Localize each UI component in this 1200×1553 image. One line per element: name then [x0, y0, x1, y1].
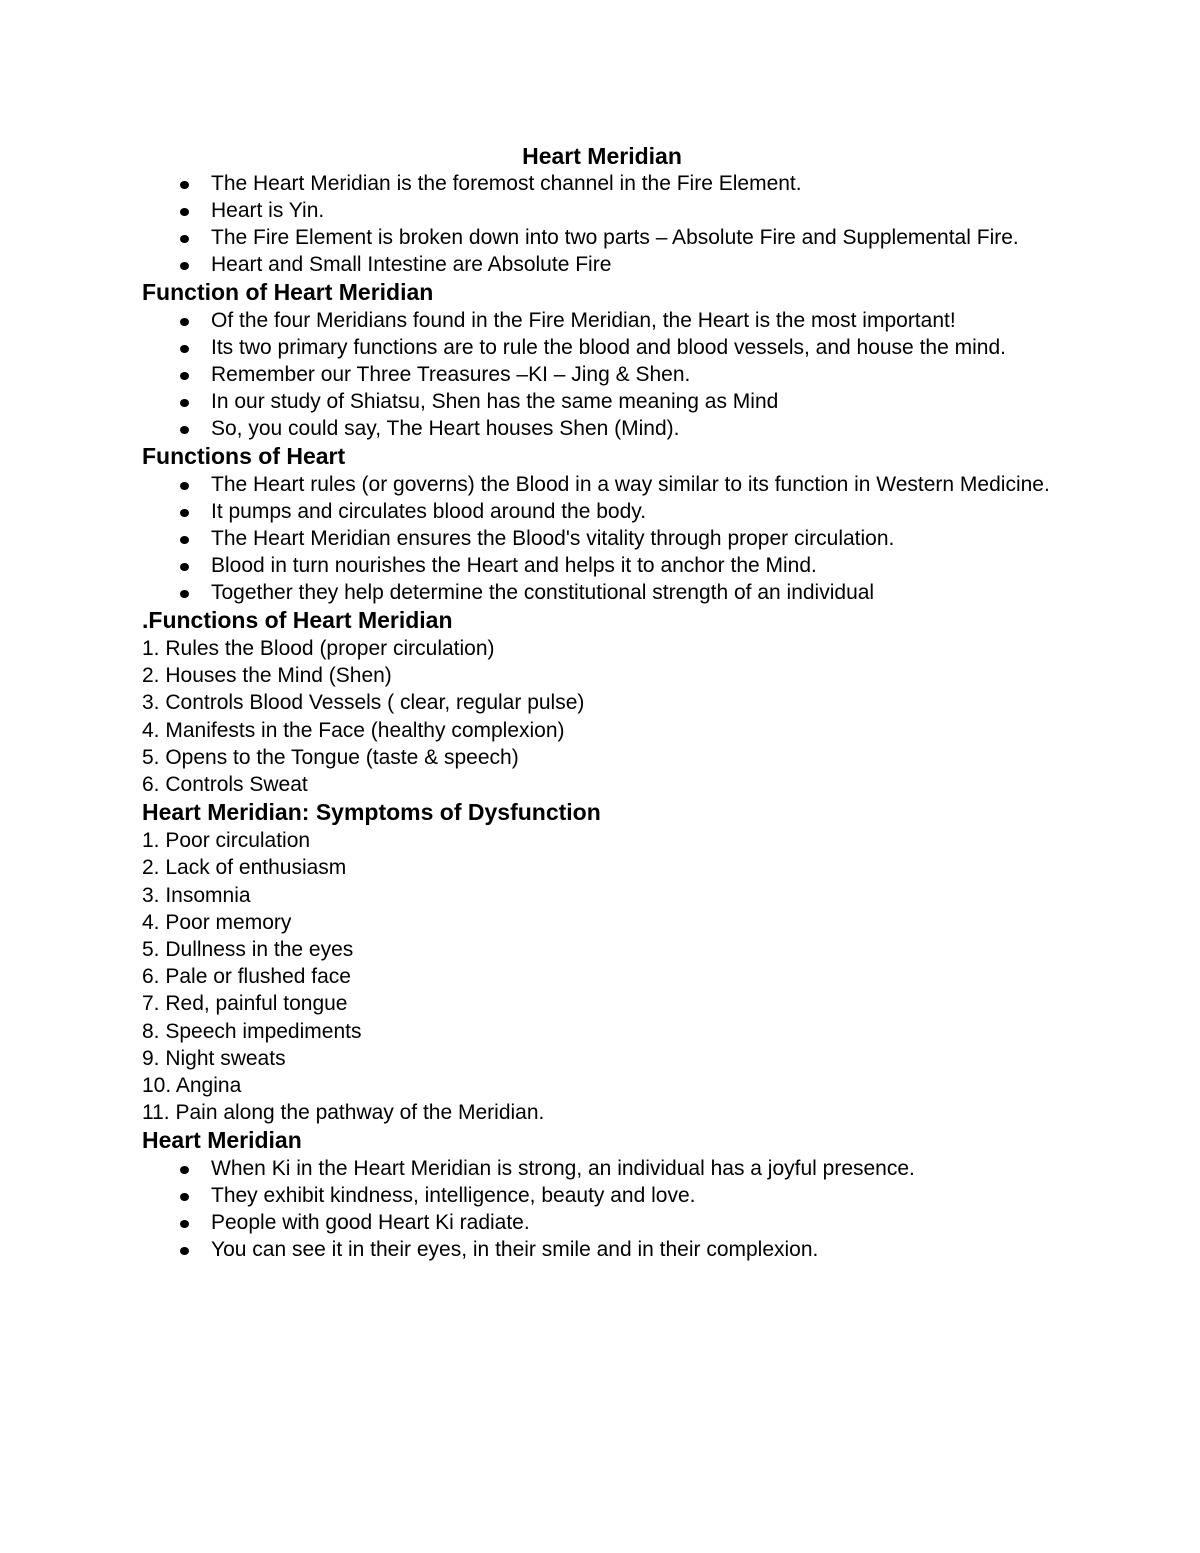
- list-item: 7. Red, painful tongue: [142, 992, 348, 1016]
- list-item: Heart is Yin.: [142, 197, 1062, 224]
- list-item: 5. Opens to the Tongue (taste & speech): [142, 745, 519, 769]
- closing-bullet-list: [142, 1155, 1062, 1263]
- list-item: When Ki in the Heart Meridian is strong, an individual has a joyful presence.: [142, 1155, 1062, 1182]
- bullet-icon: [180, 426, 189, 434]
- bullet-icon: [180, 372, 189, 380]
- page-title: Heart Meridian: [522, 143, 682, 169]
- bullet-icon: [180, 509, 189, 517]
- bullet-icon: [180, 1193, 189, 1201]
- list-item: 6. Controls Sweat: [142, 773, 308, 797]
- section-heading-heart-meridian: Heart Meridian: [142, 1127, 302, 1154]
- list-item: Together they help determine the constitutional strength of an individual: [142, 579, 1062, 606]
- list-item: Remember our Three Treasures –KI – Jing & Shen.: [142, 361, 1062, 388]
- list-item: 10. Angina: [142, 1074, 242, 1098]
- document-page: [142, 142, 1062, 1263]
- list-item: Its two primary functions are to rule the blood and blood vessels, and house the mind.: [142, 334, 1062, 361]
- list-item: So, you could say, The Heart houses Shen (Mind).: [142, 415, 1062, 442]
- list-item: 1. Rules the Blood (proper circulation): [142, 637, 495, 660]
- list-item: 4. Manifests in the Face (healthy complexion): [142, 718, 565, 742]
- bullet-icon: [180, 318, 189, 326]
- list-item: 4. Poor memory: [142, 910, 292, 934]
- list-item: 2. Houses the Mind (Shen): [142, 664, 392, 688]
- bullet-icon: [180, 181, 189, 189]
- symptoms-numbered-list: [142, 827, 1062, 1126]
- section-heading-function-of-heart-meridian: Function of Heart Meridian: [142, 279, 434, 305]
- list-item: Of the four Meridians found in the Fire Meridian, the Heart is the most important!: [142, 307, 1062, 334]
- list-item: They exhibit kindness, intelligence, beauty and love.: [142, 1182, 1062, 1209]
- list-item: 6. Pale or flushed face: [142, 965, 351, 989]
- bullet-icon: [180, 345, 189, 353]
- list-item: 5. Dullness in the eyes: [142, 938, 354, 962]
- bullet-icon: [180, 563, 189, 571]
- list-item: 3. Insomnia: [142, 883, 251, 907]
- list-item: 3. Controls Blood Vessels ( clear, regular pulse): [142, 691, 585, 715]
- section-heading-functions-of-heart: Functions of Heart: [142, 443, 346, 469]
- list-item: It pumps and circulates blood around the body.: [142, 498, 1062, 525]
- section-heading-functions-of-heart-meridian: .Functions of Heart Meridian: [142, 607, 453, 633]
- list-item: 8. Speech impediments: [142, 1019, 362, 1043]
- bullet-icon: [180, 536, 189, 544]
- list-item: The Heart rules (or governs) the Blood in a way similar to its function in Western Medicine.: [142, 471, 1062, 498]
- list-item: Blood in turn nourishes the Heart and helps it to anchor the Mind.: [142, 552, 1062, 579]
- bullet-icon: [180, 208, 189, 216]
- bullet-icon: [180, 482, 189, 490]
- bullet-icon: [180, 1220, 189, 1228]
- function-bullet-list: [142, 307, 1062, 442]
- functions-bullet-list: [142, 471, 1062, 606]
- list-item: In our study of Shiatsu, Shen has the same meaning as Mind: [142, 388, 1062, 415]
- list-item: 11. Pain along the pathway of the Meridian.: [142, 1101, 545, 1125]
- list-item: Heart and Small Intestine are Absolute Fire: [142, 251, 1062, 278]
- list-item: 2. Lack of enthusiasm: [142, 856, 347, 880]
- section-heading-symptoms-of-dysfunction: Heart Meridian: Symptoms of Dysfunction: [142, 799, 601, 826]
- intro-bullet-list: [142, 170, 1062, 278]
- list-item: The Heart Meridian is the foremost channel in the Fire Element.: [142, 170, 1062, 197]
- functions-numbered-list: [142, 635, 1062, 798]
- bullet-icon: [180, 1166, 189, 1174]
- bullet-icon: [180, 399, 189, 407]
- bullet-icon: [180, 235, 189, 243]
- list-item: 9. Night sweats: [142, 1046, 286, 1070]
- list-item: People with good Heart Ki radiate.: [142, 1209, 1062, 1236]
- bullet-icon: [180, 262, 189, 270]
- bullet-icon: [180, 590, 189, 598]
- bullet-icon: [180, 1247, 189, 1255]
- list-item: You can see it in their eyes, in their smile and in their complexion.: [142, 1236, 1062, 1263]
- list-item: The Heart Meridian ensures the Blood's vitality through proper circulation.: [142, 525, 1062, 552]
- list-item: 1. Poor circulation: [142, 829, 311, 853]
- list-item: The Fire Element is broken down into two parts – Absolute Fire and Supplemental Fire.: [142, 224, 1062, 251]
